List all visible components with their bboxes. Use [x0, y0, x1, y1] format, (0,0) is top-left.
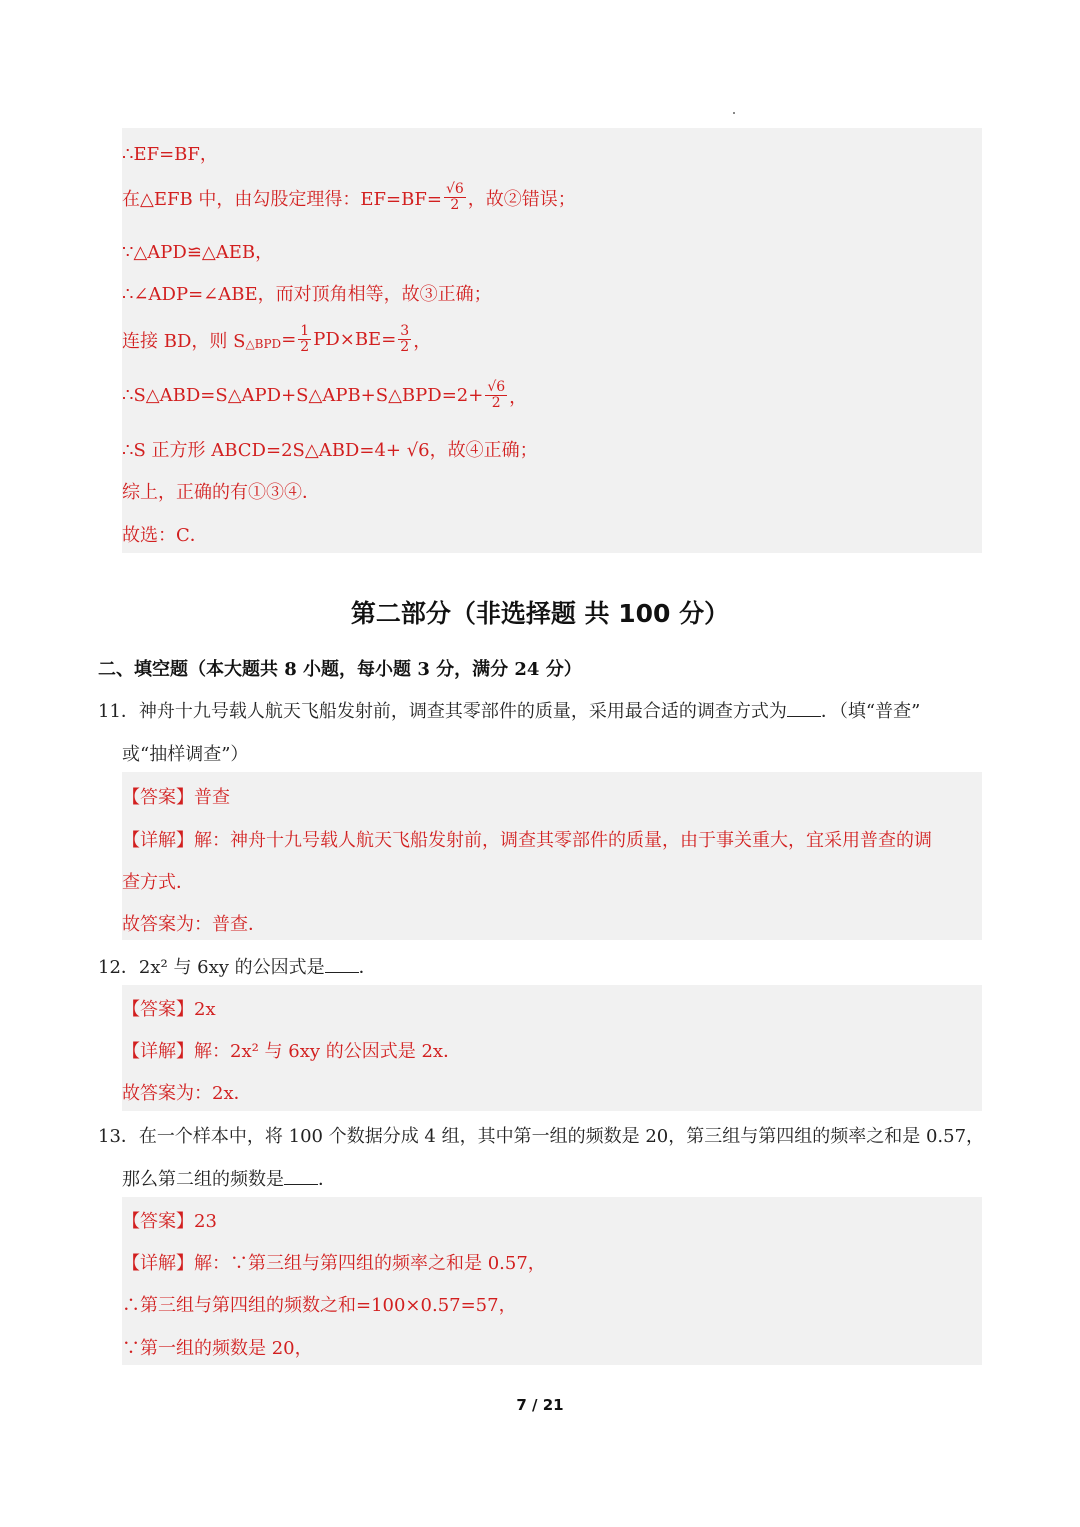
- detail-line: 【详解】解：∵第三组与第四组的频率之和是 0.57，: [122, 1253, 546, 1274]
- solution-line: 综上，正确的有①③④．: [122, 482, 320, 503]
- answer-blank: [284, 1168, 318, 1185]
- detail-line: ∴第三组与第四组的频数之和=100×0.57=57，: [122, 1295, 517, 1316]
- part-title: 第二部分（非选择题 共 100 分）: [350, 599, 730, 628]
- solution-box-q12: [122, 985, 982, 1111]
- fraction: $\frac{√6}{2}$: [445, 181, 464, 213]
- stray-mark: [733, 112, 735, 114]
- question-13-text: 13．在一个样本中，将 100 个数据分成 4 组，其中第一组的频数是 20，第三组与第四组的频率之和是 0.57，: [98, 1126, 985, 1147]
- section-heading: 二、填空题（本大题共 8 小题，每小题 3 分，满分 24 分）: [98, 659, 582, 680]
- solution-box-q11: [122, 772, 982, 940]
- page-number: 7 / 21: [516, 1396, 564, 1414]
- solution-box-q13: [122, 1197, 982, 1365]
- solution-line: ∴S△ABD=S△APD+S△APB+S△BPD=2+ $\frac{√6}{2}$ ，: [122, 379, 528, 411]
- detail-line: 查方式．: [122, 872, 194, 893]
- detail-line: ∵第一组的频数是 20，: [122, 1338, 313, 1359]
- solution-line: 连接 BD，则 S △BPD = $\frac{1}{2}$ PD×BE= $\frac{3}{2}$ ，: [122, 323, 432, 355]
- conclusion-line: 故答案为：普查．: [122, 914, 266, 935]
- fraction: $\frac{3}{2}$: [400, 323, 410, 355]
- detail-line: 【详解】解：2x² 与 6xy 的公因式是 2x．: [122, 1041, 462, 1062]
- solution-line: ∴EF=BF，: [122, 144, 218, 165]
- answer-line: 【答案】23: [122, 1211, 217, 1232]
- answer-line: 【答案】2x: [122, 999, 216, 1020]
- solution-line: ∴S 正方形 ABCD=2S△ABD=4+ √6，故④正确；: [122, 440, 538, 461]
- solution-line: 在△EFB 中，由勾股定理得：EF=BF= $\frac{√6}{2}$ ，故②错误；: [122, 181, 576, 213]
- detail-line: 【详解】解：神舟十九号载人航天飞船发射前，调查其零部件的质量，由于事关重大，宜采用普查的调: [122, 830, 932, 851]
- answer-line: 【答案】普查: [122, 787, 230, 808]
- solution-box-prev: [122, 128, 982, 553]
- fraction: $\frac{1}{2}$: [300, 323, 310, 355]
- solution-line: ∴∠ADP=∠ABE，而对顶角相等，故③正确；: [122, 284, 492, 305]
- question-11-text-cont: 或“抽样调查”）: [122, 744, 249, 765]
- fraction: $\frac{√6}{2}$: [487, 379, 506, 411]
- solution-line: 故选：C．: [122, 525, 208, 546]
- answer-blank: [787, 700, 821, 717]
- conclusion-line: 故答案为：2x．: [122, 1083, 252, 1104]
- question-11-text: 11．神舟十九号载人航天飞船发射前，调查其零部件的质量，采用最合适的调查方式为 ．（填“普查”: [98, 701, 921, 722]
- question-13-text-cont: 那么第二组的频数是 ．: [122, 1169, 336, 1190]
- answer-blank: [325, 956, 359, 973]
- solution-line: ∵△APD≌△AEB，: [122, 242, 274, 263]
- question-12-text: 12．2x² 与 6xy 的公因式是 ．: [98, 957, 377, 978]
